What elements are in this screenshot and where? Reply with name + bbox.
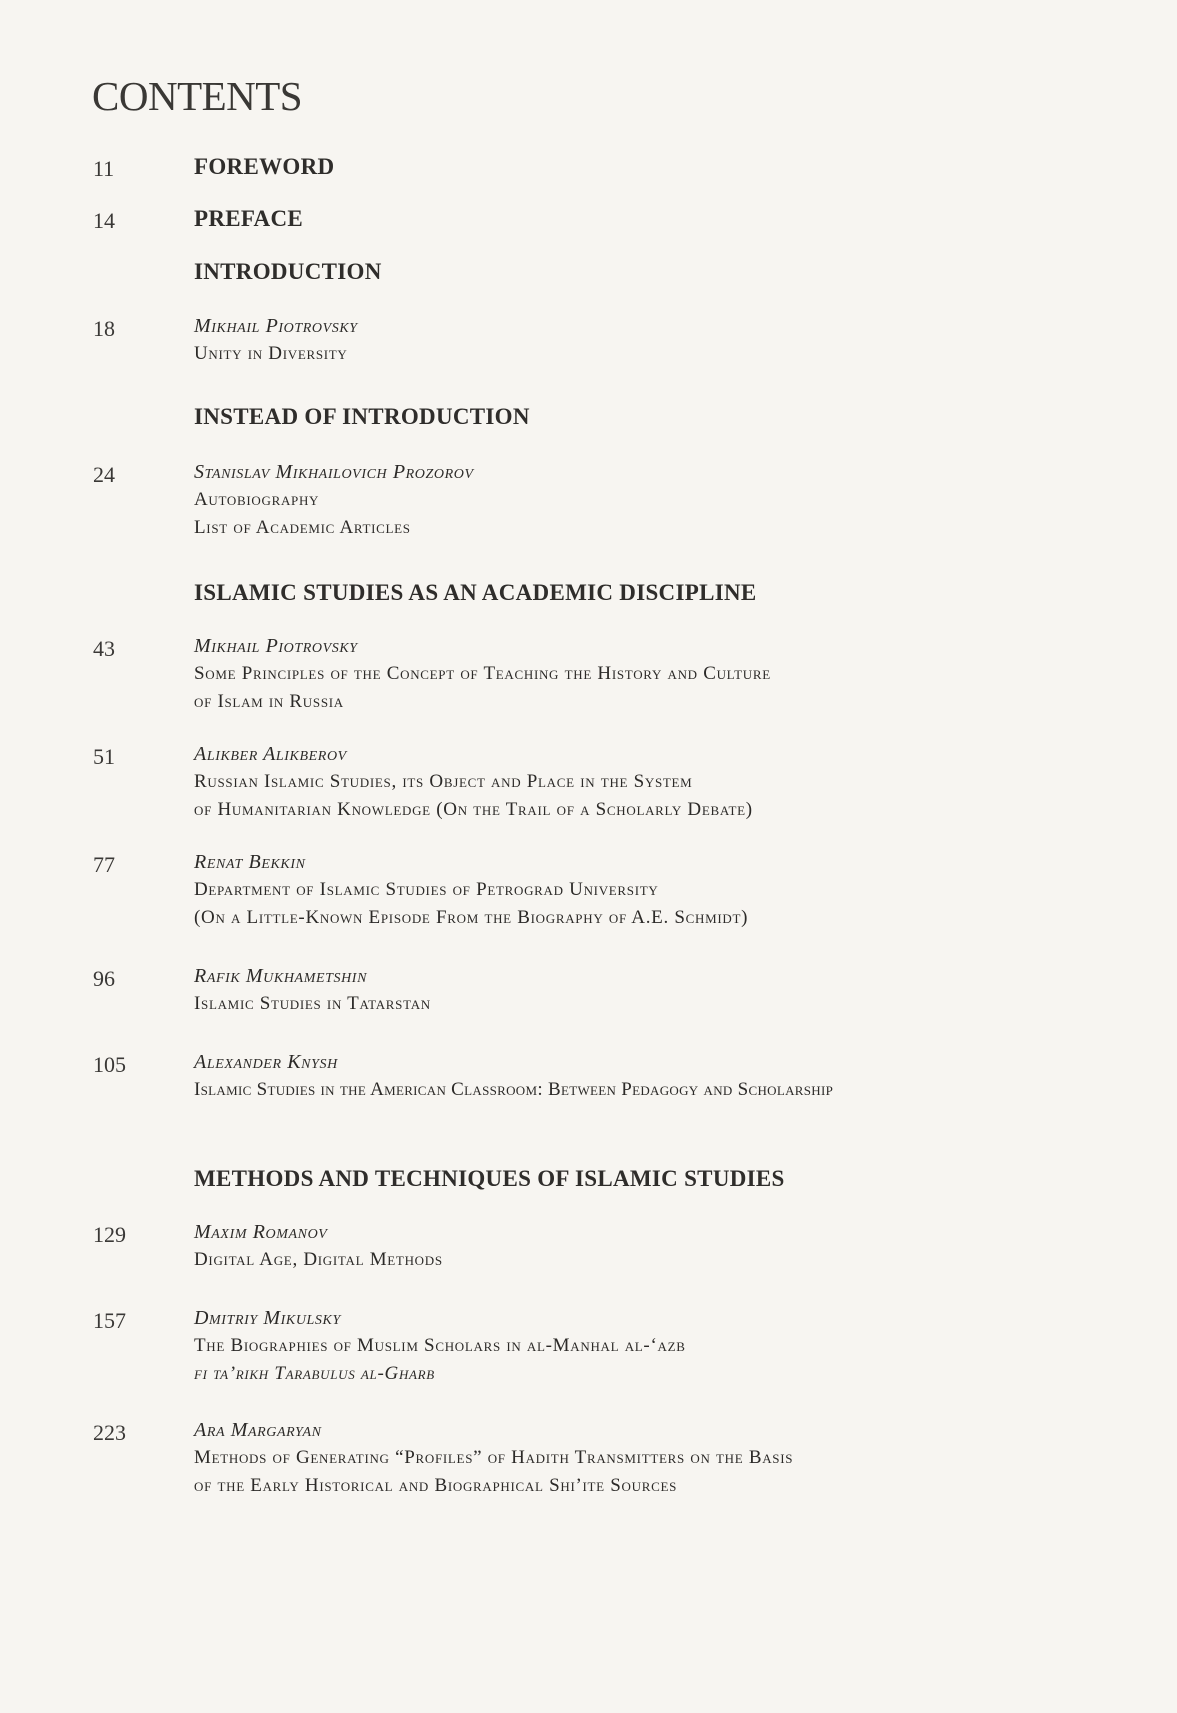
page-number: 157 xyxy=(93,1308,126,1333)
toc-entry xyxy=(194,458,1137,542)
entry-author: Ara Margaryan xyxy=(194,1419,322,1441)
page-number: 43 xyxy=(93,636,115,661)
entry-title-line: Digital Age, Digital Methods xyxy=(194,1249,443,1270)
entry-author: Rafik Mukhametshin xyxy=(194,965,368,987)
entry-title-line: Islamic Studies in Tatarstan xyxy=(194,993,431,1014)
toc-entry xyxy=(194,1416,1137,1500)
entry-title-line: (On a Little-Known Episode From the Biography of A.E. Schmidt) xyxy=(194,907,749,928)
entry-title-line: Unity in Diversity xyxy=(194,343,348,364)
page-number: 51 xyxy=(93,744,115,769)
toc-entry xyxy=(194,312,1137,368)
entry-author: Renat Bekkin xyxy=(194,851,306,873)
toc-entry xyxy=(194,962,1137,1018)
entry-title-line: Islamic Studies in the American Classroom: Between Pedagogy and Scholarship xyxy=(194,1079,834,1100)
toc-entry xyxy=(194,1304,1137,1388)
entry-author: Alexander Knysh xyxy=(194,1051,338,1073)
entry-title-line: Russian Islamic Studies, its Object and Place in the System xyxy=(194,771,693,792)
page-title: CONTENTS xyxy=(92,73,303,119)
section-heading: ISLAMIC STUDIES AS AN ACADEMIC DISCIPLINE xyxy=(194,580,757,605)
page-number: 77 xyxy=(93,852,115,877)
entry-title-line: Department of Islamic Studies of Petrograd University xyxy=(194,879,659,900)
page-number: 14 xyxy=(93,208,115,233)
entry-author: Maxim Romanov xyxy=(194,1221,328,1243)
entry-title-line: fi ta’rikh Tarabulus al-Gharb xyxy=(194,1363,435,1384)
toc-entry xyxy=(194,1048,1137,1104)
page-number: 24 xyxy=(93,462,115,487)
section-heading: INSTEAD OF INTRODUCTION xyxy=(194,404,530,429)
entry-title-line: of Humanitarian Knowledge (On the Trail of a Scholarly Debate) xyxy=(194,799,753,820)
toc-entry xyxy=(194,740,1137,824)
page-number: 105 xyxy=(93,1052,126,1077)
entry-author: Dmitriy Mikulsky xyxy=(194,1307,341,1329)
entry-author: Mikhail Piotrovsky xyxy=(194,315,358,337)
toc-entry xyxy=(194,632,1137,716)
entry-title-line: The Biographies of Muslim Scholars in al-Manhal al-‘azb xyxy=(194,1335,686,1356)
toc-entry xyxy=(194,1218,1137,1274)
toc-foreword: FOREWORD xyxy=(194,154,335,179)
section-heading: INTRODUCTION xyxy=(194,259,382,284)
entry-author: Alikber Alikberov xyxy=(194,743,347,765)
entry-author: Stanislav Mikhailovich Prozorov xyxy=(194,461,474,483)
entry-author: Mikhail Piotrovsky xyxy=(194,635,358,657)
entry-title-line: of the Early Historical and Biographical Shi’ite Sources xyxy=(194,1475,678,1496)
entry-title-line: Some Principles of the Concept of Teaching the History and Culture xyxy=(194,663,771,684)
page-number: 18 xyxy=(93,316,115,341)
entry-title-line: of Islam in Russia xyxy=(194,691,344,712)
toc-entry xyxy=(194,848,1137,932)
page-number: 11 xyxy=(93,156,115,181)
page-number: 96 xyxy=(93,966,115,991)
entry-title-line: Autobiography xyxy=(194,489,320,510)
page-number: 223 xyxy=(93,1420,126,1445)
section-heading: METHODS AND TECHNIQUES OF ISLAMIC STUDIES xyxy=(194,1166,785,1191)
entry-title-line: Methods of Generating “Profiles” of Hadith Transmitters on the Basis xyxy=(194,1447,794,1468)
page-number: 129 xyxy=(93,1222,126,1247)
entry-title-line: List of Academic Articles xyxy=(194,517,411,538)
toc-preface: PREFACE xyxy=(194,206,304,231)
